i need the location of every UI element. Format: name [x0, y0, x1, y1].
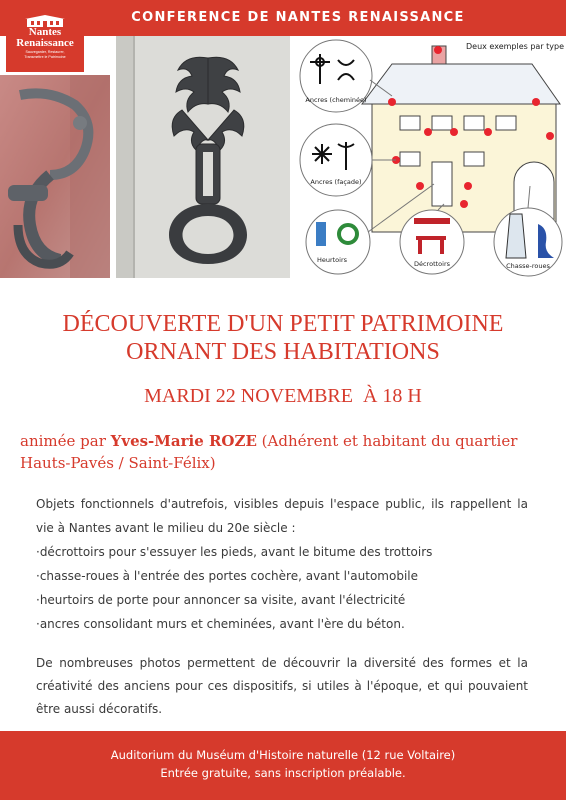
- speaker-name: Yves-Marie ROZE: [110, 432, 257, 450]
- description-bullets: [36, 540, 528, 636]
- footer-location: Auditorium du Muséum d'Histoire naturelle (12 rue Voltaire): [110, 748, 456, 762]
- bullet-item: ·ancres consolidant murs et cheminées, avant l'ère du béton.: [36, 617, 405, 631]
- headline-line-1: DÉCOUVERTE D'UN PETIT PATRIMOINE: [62, 311, 504, 337]
- label-decrottoirs: Décrottoirs: [413, 260, 451, 268]
- bullet-item: ·décrottoirs pour s'essuyer les pieds, avant le bitume des trottoirs: [36, 545, 433, 559]
- description: [36, 492, 528, 636]
- speaker-suffix: (Adhérent et habitant du quartier Hauts-Pavés / Saint-Félix): [20, 432, 518, 472]
- logo-tagline-1: Sauvegarder, Restaurer,: [25, 50, 65, 54]
- header-title: CONFERENCE DE NANTES RENAISSANCE: [131, 10, 465, 25]
- label-ancres-facade: Ancres (façade): [310, 178, 362, 186]
- footer-admission: Entrée gratuite, sans inscription préalable.: [160, 766, 406, 780]
- logo-name-line1: Nantes: [28, 26, 62, 38]
- footer-bar: [0, 731, 566, 800]
- headline-line-2: ORNANT DES HABITATIONS: [126, 339, 440, 365]
- anchor-wall-photo: [0, 75, 110, 278]
- header-bar: [0, 0, 566, 36]
- label-chasse-roues: Chasse-roues: [506, 262, 550, 270]
- label-heurtoirs: Heurtoirs: [316, 256, 348, 264]
- logo-tagline-2: Transmettre le Patrimoine: [24, 55, 66, 59]
- speaker-prefix: animée par: [20, 432, 111, 450]
- description-intro: Objets fonctionnels d'autrefois, visibles depuis l'espace public, ils rappellent la vie à Nantes avant le milieu du 20e siècle :: [36, 497, 528, 535]
- label-ancres-cheminee: Ancres (cheminée): [305, 96, 367, 104]
- knocker-hand-icon: [316, 222, 326, 246]
- speaker-line: [20, 430, 548, 474]
- house-diagram: [292, 36, 566, 278]
- logo: [6, 10, 84, 72]
- diagram-caption: Deux exemples par type: [466, 42, 565, 51]
- description-paragraph-2: De nombreuses photos permettent de découvrir la diversité des formes et la créativité des anciens pour ces dispositifs, si utiles à l'époque, et qui pouvaient être aussi décoratifs.: [36, 656, 528, 716]
- logo-name-line2: Renaissance: [16, 37, 74, 49]
- bullet-item: ·heurtoirs de porte pour annoncer sa visite, avant l'électricité: [36, 593, 406, 607]
- event-date: MARDI 22 NOVEMBRE À 18 H: [144, 385, 422, 407]
- event-headline: [20, 310, 546, 366]
- bullet-item: ·chasse-roues à l'entrée des portes cochère, avant l'automobile: [36, 569, 418, 583]
- door-knocker-photo: [116, 36, 290, 278]
